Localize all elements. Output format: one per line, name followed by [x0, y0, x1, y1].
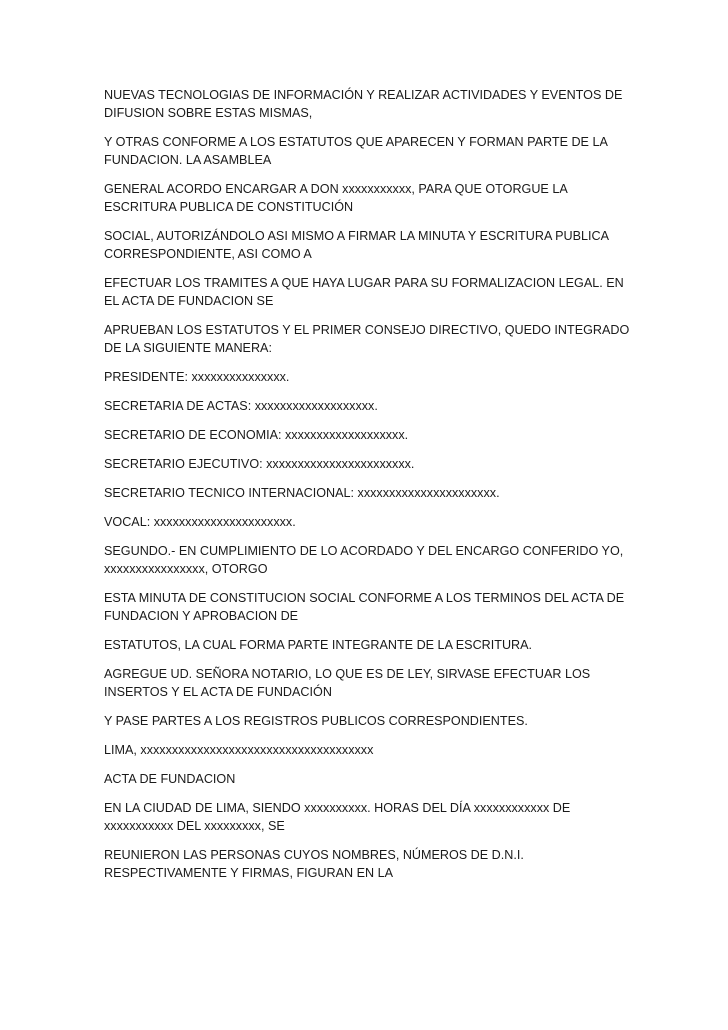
paragraph: Y PASE PARTES A LOS REGISTROS PUBLICOS CORRESPONDIENTES. [104, 714, 528, 728]
paragraph: AGREGUE UD. SEÑORA NOTARIO, LO QUE ES DE LEY, SIRVASE EFECTUAR LOS INSERTOS Y EL ACTA DE FUNDACIÓN [104, 667, 591, 699]
paragraph: ESTA MINUTA DE CONSTITUCION SOCIAL CONFORME A LOS TERMINOS DEL ACTA DE FUNDACION Y APROBACION DE [104, 591, 625, 623]
officer-line-vocal: VOCAL: xxxxxxxxxxxxxxxxxxxxxx. [104, 515, 296, 529]
paragraph: Y OTRAS CONFORME A LOS ESTATUTOS QUE APARECEN Y FORMAN PARTE DE LA FUNDACION. LA ASAMBLEA [104, 135, 608, 167]
paragraph: EN LA CIUDAD DE LIMA, SIENDO xxxxxxxxxx. HORAS DEL DÍA xxxxxxxxxxxx DE xxxxxxxxxxx DEL xxxxxxxxx, SE [104, 801, 571, 833]
paragraph: GENERAL ACORDO ENCARGAR A DON xxxxxxxxxxx, PARA QUE OTORGUE LA ESCRITURA PUBLICA DE CONSTITUCIÓN [104, 182, 568, 214]
paragraph: SOCIAL, AUTORIZÁNDOLO ASI MISMO A FIRMAR LA MINUTA Y ESCRITURA PUBLICA CORRESPONDIENTE, ASI COMO A [104, 229, 609, 261]
officer-line-secretaria-actas: SECRETARIA DE ACTAS: xxxxxxxxxxxxxxxxxxx. [104, 399, 378, 413]
paragraph: SEGUNDO.- EN CUMPLIMIENTO DE LO ACORDADO Y DEL ENCARGO CONFERIDO YO, xxxxxxxxxxxxxxxx, OTORGO [104, 544, 624, 576]
paragraph: NUEVAS TECNOLOGIAS DE INFORMACIÓN Y REALIZAR ACTIVIDADES Y EVENTOS DE DIFUSION SOBRE ESTAS MISMAS, [104, 88, 623, 120]
paragraph: APRUEBAN LOS ESTATUTOS Y EL PRIMER CONSEJO DIRECTIVO, QUEDO INTEGRADO DE LA SIGUIENTE MANERA: [104, 323, 630, 355]
officer-line-secretario-economia: SECRETARIO DE ECONOMIA: xxxxxxxxxxxxxxxxxxx. [104, 428, 409, 442]
place-date-line: LIMA, xxxxxxxxxxxxxxxxxxxxxxxxxxxxxxxxxxxxx [104, 743, 374, 757]
paragraph: REUNIERON LAS PERSONAS CUYOS NOMBRES, NÚMEROS DE D.N.I. RESPECTIVAMENTE Y FIRMAS, FIGURAN EN LA [104, 848, 524, 880]
section-heading: ACTA DE FUNDACION [104, 772, 236, 786]
document-page [104, 86, 630, 893]
officer-line-presidente: PRESIDENTE: xxxxxxxxxxxxxxx. [104, 370, 290, 384]
paragraph: ESTATUTOS, LA CUAL FORMA PARTE INTEGRANTE DE LA ESCRITURA. [104, 638, 533, 652]
paragraph: EFECTUAR LOS TRAMITES A QUE HAYA LUGAR PARA SU FORMALIZACION LEGAL. EN EL ACTA DE FUNDACION SE [104, 276, 624, 308]
officer-line-secretario-ejecutivo: SECRETARIO EJECUTIVO: xxxxxxxxxxxxxxxxxxxxxxx. [104, 457, 415, 471]
officer-line-secretario-tecnico: SECRETARIO TECNICO INTERNACIONAL: xxxxxxxxxxxxxxxxxxxxxx. [104, 486, 500, 500]
